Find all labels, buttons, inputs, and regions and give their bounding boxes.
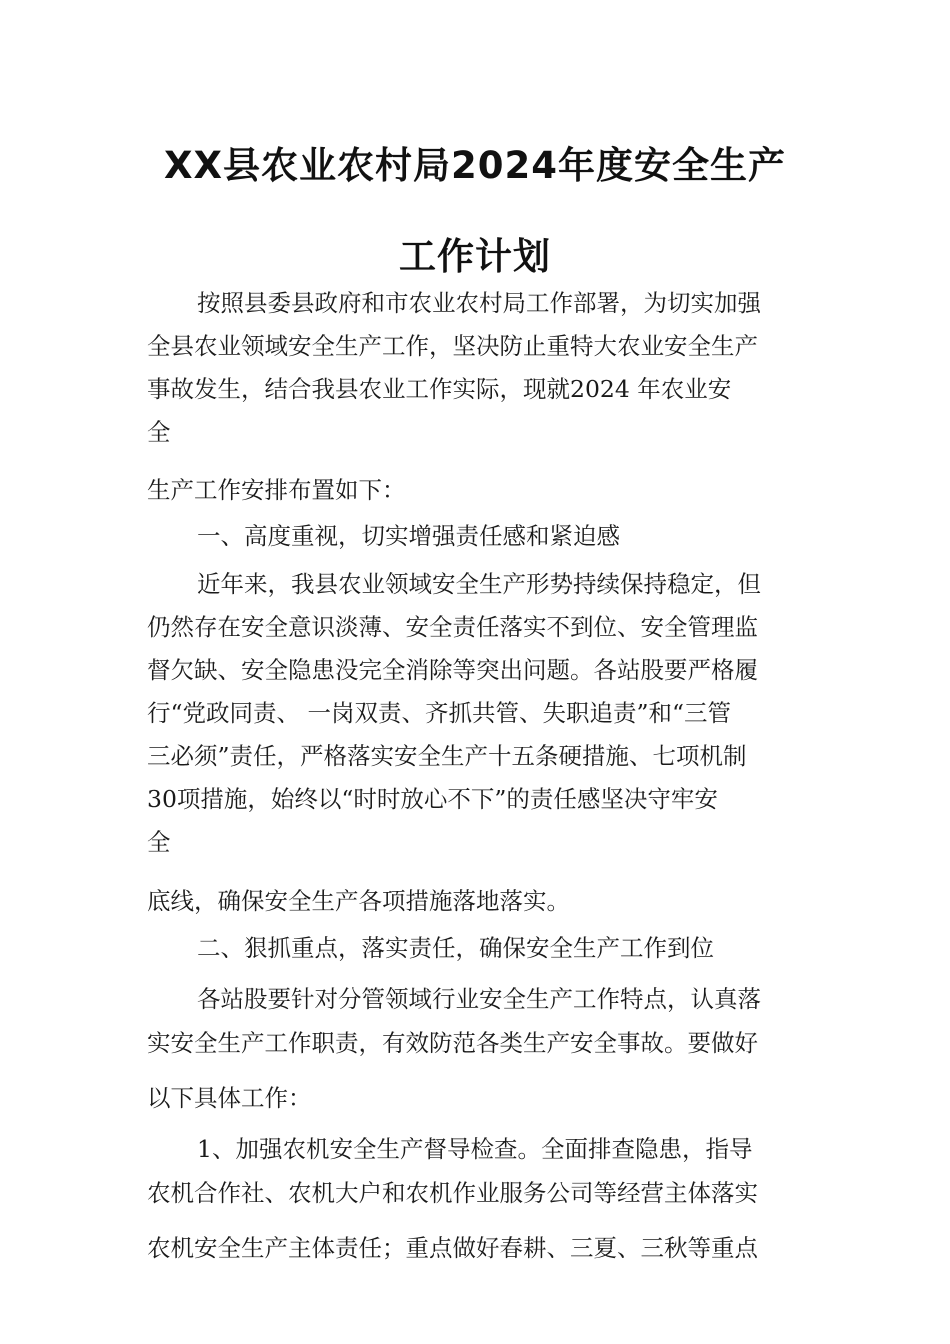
paragraph-line: 全县农业领域安全生产工作，坚决防止重特大农业安全生产	[147, 332, 758, 360]
paragraph-line: 全	[147, 828, 171, 856]
paragraph-line: 全	[147, 418, 171, 446]
paragraph-line: 以下具体工作：	[147, 1084, 312, 1112]
paragraph-line: 底线，确保安全生产各项措施落地落实。	[147, 887, 570, 915]
document-title-line-2: 工作计划	[399, 235, 551, 278]
paragraph-line: 生产工作安排布置如下：	[147, 476, 406, 504]
paragraph-line: 各站股要针对分管领域行业安全生产工作特点，认真落	[197, 985, 761, 1013]
paragraph-line: 农机合作社、农机大户和农机作业服务公司等经营主体落实	[147, 1179, 758, 1207]
paragraph-line: 事故发生，结合我县农业工作实际，现就2024 年农业安	[147, 375, 732, 403]
paragraph-line: 实安全生产工作职责，有效防范各类生产安全事故。要做好	[147, 1029, 758, 1057]
paragraph-line: 行“党政同责、 一岗双责、齐抓共管、失职追责”和“三管	[147, 699, 732, 727]
paragraph-line: 近年来，我县农业领域安全生产形势持续保持稳定，但	[197, 570, 761, 598]
paragraph-line: 1、加强农机安全生产督导检查。全面排查隐患，指导	[197, 1135, 753, 1163]
document-title-line-1: XX县农业农村局2024年度安全生产	[163, 144, 787, 187]
section-heading-2: 二、狠抓重点，落实责任，确保安全生产工作到位	[197, 934, 714, 962]
paragraph-line: 三必须”责任，严格落实安全生产十五条硬措施、七项机制	[147, 742, 747, 770]
paragraph-line: 30项措施，始终以“时时放心不下”的责任感坚决守牢安	[147, 785, 718, 813]
section-heading-1: 一、高度重视，切实增强责任感和紧迫感	[197, 522, 620, 550]
paragraph-line: 按照县委县政府和市农业农村局工作部署，为切实加强	[197, 289, 761, 317]
paragraph-line: 仍然存在安全意识淡薄、安全责任落实不到位、安全管理监	[147, 613, 758, 641]
paragraph-line: 农机安全生产主体责任；重点做好春耕、三夏、三秋等重点	[147, 1234, 758, 1262]
paragraph-line: 督欠缺、安全隐患没完全消除等突出问题。各站股要严格履	[147, 656, 758, 684]
